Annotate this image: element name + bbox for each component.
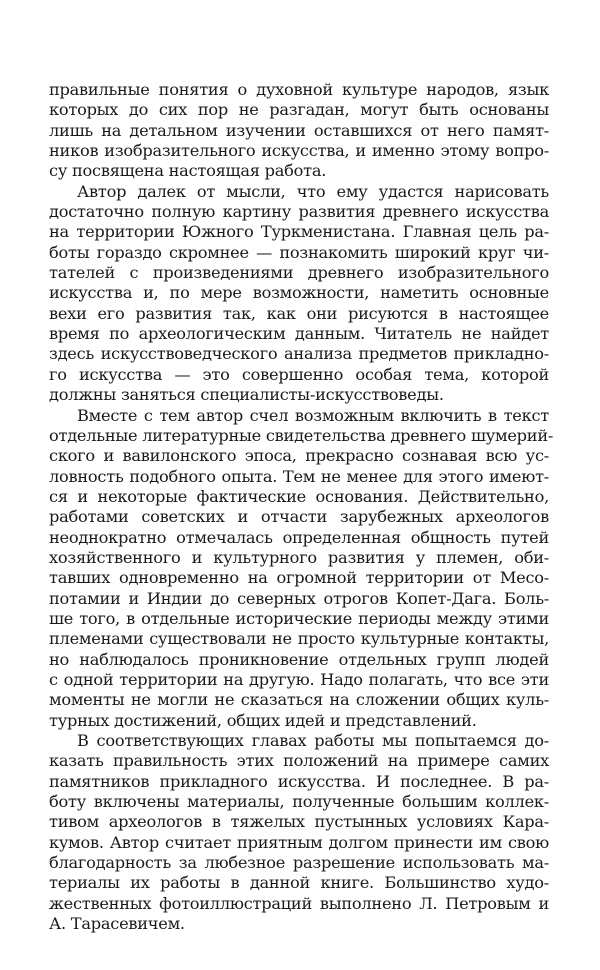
text-line: потамии и Индии до северных отрогов Копет-Дага. Боль-: [49, 588, 549, 608]
text-line: жественных фотоиллюстраций выполнено Л. Петровым и: [49, 893, 549, 913]
text-line: но наблюдалось проникновение отдельных групп людей: [49, 649, 549, 669]
text-line: лишь на детальном изучении оставшихся от него памят-: [49, 120, 549, 140]
text-line: су посвящена настоящая работа.: [49, 161, 327, 181]
book-page: [49, 80, 554, 934]
paragraph-2: [49, 182, 549, 406]
text-line: благодарность за любезное разрешение использовать ма-: [49, 853, 549, 873]
text-line: с одной территории на другую. Надо полагать, что все эти: [49, 669, 549, 689]
text-line: время по археологическим данным. Читатель не найдет: [49, 324, 549, 344]
text-line: хозяйственного и культурного развития у племен, оби-: [49, 547, 549, 567]
text-line: ников изобразительного искусства, и именно этому вопро-: [49, 141, 549, 161]
text-line: ся и некоторые фактические основания. Действительно,: [49, 486, 549, 506]
text-line: памятников прикладного искусства. И последнее. В ра-: [49, 771, 549, 791]
text-line: отдельные литературные свидетельства древнего шумерий-: [49, 425, 554, 445]
paragraph-3: [49, 405, 554, 732]
text-line: Вместе с тем автор счел возможным включить в текст: [77, 405, 549, 425]
text-line: на территории Южного Туркменистана. Главная цель ра-: [49, 222, 549, 242]
text-line: ловность подобного опыта. Тем не менее для этого имеют-: [49, 466, 549, 486]
text-line: казать правильность этих положений на примере самих: [49, 751, 549, 771]
text-line: тавших одновременно на огромной территории от Месо-: [49, 568, 549, 588]
text-line: вехи его развития так, как они рисуются в настоящее: [49, 303, 549, 323]
text-line: должны заняться специалисты-искусствоведы.: [49, 385, 444, 405]
text-line: здесь искусствоведческого анализа предметов прикладно-: [49, 344, 549, 364]
text-line: кумов. Автор считает приятным долгом принести им свою: [49, 832, 549, 852]
text-line: племенами существовали не просто культурные контакты,: [49, 629, 549, 649]
text-line: А. Тарасевичем.: [49, 914, 185, 934]
text-line: которых до сих пор не разгадан, могут быть основаны: [49, 100, 549, 120]
text-line: боту включены материалы, полученные большим коллек-: [49, 792, 549, 812]
text-line: В соответствующих главах работы мы попытаемся до-: [77, 731, 549, 750]
text-line: ше того, в отдельные исторические периоды между этими: [49, 608, 549, 628]
text-line: работами советских и отчасти зарубежных археологов: [49, 507, 549, 527]
text-line: турных достижений, общих идей и представлений.: [49, 710, 477, 730]
paragraph-1: [49, 80, 549, 182]
text-line: го искусства — это совершенно особая тема, которой: [49, 364, 549, 384]
text-line: Автор далек от мысли, что ему удастся нарисовать: [77, 181, 549, 201]
text-line: достаточно полную картину развития древнего искусства: [49, 202, 549, 222]
text-line: тателей с произведениями древнего изобразительного: [49, 263, 549, 283]
text-line: териалы их работы в данной книге. Большинство худо-: [49, 873, 549, 893]
text-line: ского и вавилонского эпоса, прекрасно сознавая всю ус-: [49, 446, 549, 466]
text-line: правильные понятия о духовной культуре народов, язык: [49, 80, 549, 99]
text-line: моменты не могли не сказаться на сложении общих куль-: [49, 690, 549, 710]
text-line: неоднократно отмечалась определенная общность путей: [49, 527, 549, 547]
text-line: искусства и, по мере возможности, наметить основные: [49, 283, 549, 303]
paragraph-4: [49, 731, 549, 934]
text-line: тивом археологов в тяжелых пустынных условиях Кара-: [49, 812, 549, 832]
text-line: боты гораздо скромнее — познакомить широкий круг чи-: [49, 242, 549, 262]
